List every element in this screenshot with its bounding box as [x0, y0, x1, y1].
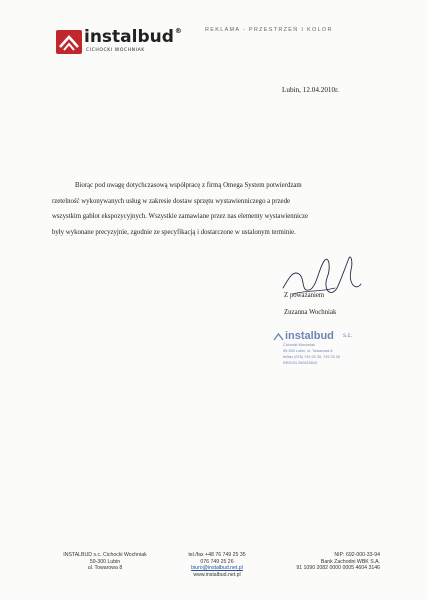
footer-line: 59-300 Lubin	[89, 558, 121, 565]
logo-roof-icon	[56, 30, 82, 54]
footer-contact	[172, 552, 262, 578]
footer-line: 076 749 25 26	[200, 558, 234, 565]
letter-line: wszystkim gablot ekspozycyjnych. Wszystkie zamawiane przez nas elementy wystawiennicze	[52, 213, 308, 220]
footer-line: NIP: 692-000-33-94	[334, 552, 380, 558]
logo-wordmark: instalbud®	[84, 27, 182, 47]
letter-closing	[284, 287, 336, 321]
signatory-name: Zuzanna Wochniak	[284, 309, 337, 316]
footer-address	[60, 552, 150, 572]
footer-line: INSTALBUD s.c. Cichocki Wochniak	[63, 552, 147, 558]
closing-phrase: Z poważaniem	[284, 292, 325, 299]
logo-subtitle: CICHOCKI WOCHNIAK	[86, 48, 145, 53]
footer-email-link[interactable]: biuro@instalbud.net.pl	[191, 565, 243, 572]
company-stamp	[273, 330, 373, 372]
letter-line: były wykonane precyzyjnie, zgodnie ze specyfikacją i dostarczone w ustalonym terminie.	[52, 228, 296, 236]
footer-line: 91 1090 2082 0000 0005 4604 3146	[296, 565, 380, 572]
stamp-line: Cichocki Wochniak	[283, 343, 316, 347]
stamp-line: tel/fax (076) 749 25 35, 749 25 26	[283, 355, 340, 359]
footer-bank	[290, 552, 380, 572]
letter-line: Biorąc pod uwagę dotychczasową współpracę z firmą Omega System potwierdzam	[75, 182, 302, 189]
stamp-line: 59-300 Lubin, ul. Towarowa 8	[283, 349, 333, 353]
footer-line: tel./fax +48 76 749 25 35	[188, 552, 246, 558]
stamp-line: REGON 390433503	[283, 361, 317, 365]
stamp-roof-icon	[273, 331, 284, 342]
footer-line: ul. Towarowa 8	[87, 565, 123, 572]
footer-website-link[interactable]: www.instalbud.net.pl	[193, 571, 241, 578]
header-tagline: REKLAMA - PRZESTRZEŃ I KOLOR	[205, 27, 333, 33]
letter-body	[52, 178, 370, 240]
company-logo	[56, 27, 186, 56]
stamp-brand: instalbud	[285, 330, 334, 342]
letter-date: Lubin, 12.04.2010r.	[282, 86, 339, 94]
stamp-suffix: s.c.	[343, 333, 353, 339]
footer-line: Bank Zachodni WBK S.A.	[320, 558, 380, 565]
letter-line: rzetelność wykonywanych usług w zakresie dostaw sprzętu wystawienniczego a przede	[52, 197, 290, 205]
